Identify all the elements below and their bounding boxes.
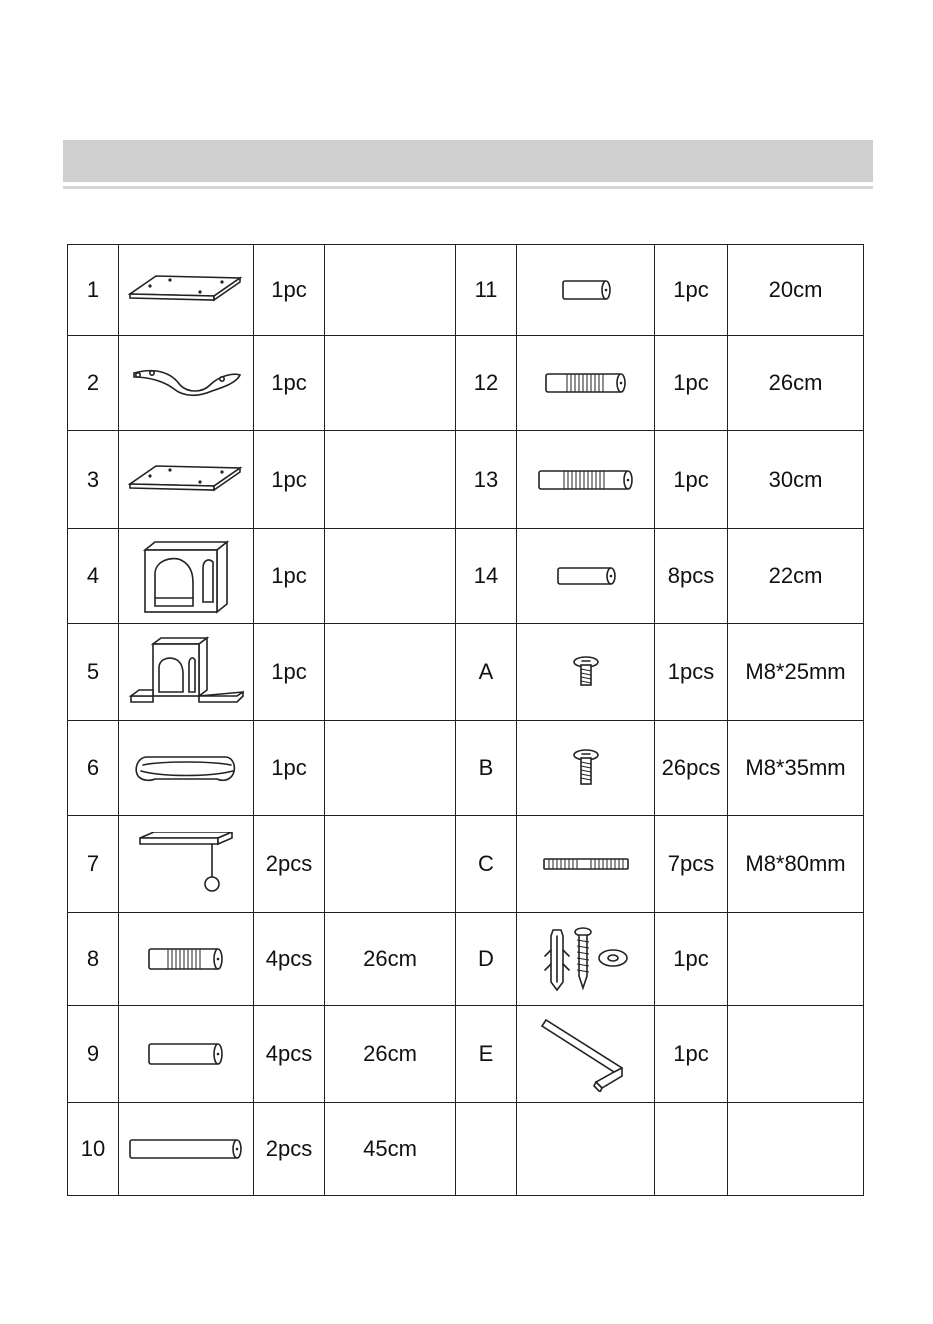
sisal-post-icon — [119, 913, 254, 1006]
part-quantity: 1pc — [254, 529, 325, 624]
part-number: A — [456, 624, 517, 721]
part-size: 26cm — [325, 913, 456, 1006]
short-bolt-icon — [517, 624, 655, 721]
part-number: 7 — [68, 816, 119, 913]
table-row — [68, 245, 864, 336]
part-size: 20cm — [728, 245, 864, 336]
part-number: 2 — [68, 336, 119, 431]
part-size — [728, 1103, 864, 1196]
part-quantity: 1pc — [254, 624, 325, 721]
part-number: 9 — [68, 1006, 119, 1103]
flat-board-icon — [119, 431, 254, 529]
long-post-icon — [119, 1103, 254, 1196]
parts-list-table — [67, 244, 864, 1196]
table-row — [68, 913, 864, 1006]
short-post-icon — [517, 245, 655, 336]
part-quantity: 1pc — [254, 431, 325, 529]
table-row — [68, 431, 864, 529]
part-size — [325, 721, 456, 816]
part-number: B — [456, 721, 517, 816]
allen-key-icon — [517, 1006, 655, 1103]
plain-post-icon — [517, 529, 655, 624]
part-number: 11 — [456, 245, 517, 336]
part-size — [325, 336, 456, 431]
part-number: D — [456, 913, 517, 1006]
part-quantity: 4pcs — [254, 913, 325, 1006]
table-row — [68, 1006, 864, 1103]
table-row — [68, 721, 864, 816]
part-number: 1 — [68, 245, 119, 336]
part-quantity: 8pcs — [655, 529, 728, 624]
table-row — [68, 816, 864, 913]
sisal-post-icon — [517, 336, 655, 431]
platform-with-toy-icon — [119, 816, 254, 913]
part-number: 13 — [456, 431, 517, 529]
part-size: 26cm — [325, 1006, 456, 1103]
part-size — [728, 1006, 864, 1103]
part-size: 26cm — [728, 336, 864, 431]
part-number: E — [456, 1006, 517, 1103]
padded-perch-icon — [119, 721, 254, 816]
bolt-icon — [517, 721, 655, 816]
part-size — [325, 624, 456, 721]
plain-post-icon — [119, 1006, 254, 1103]
part-size: M8*80mm — [728, 816, 864, 913]
part-number: 4 — [68, 529, 119, 624]
part-quantity: 1pc — [655, 336, 728, 431]
threaded-rod-icon — [517, 816, 655, 913]
part-number: 14 — [456, 529, 517, 624]
table-row — [68, 336, 864, 431]
flat-board-icon — [119, 245, 254, 336]
part-quantity: 7pcs — [655, 816, 728, 913]
condo-with-platform-icon — [119, 624, 254, 721]
part-quantity: 1pc — [655, 913, 728, 1006]
part-number: 6 — [68, 721, 119, 816]
part-size — [325, 431, 456, 529]
part-size — [325, 529, 456, 624]
part-quantity: 1pc — [254, 336, 325, 431]
section-header-bar — [63, 140, 873, 182]
part-size: 22cm — [728, 529, 864, 624]
part-number — [456, 1103, 517, 1196]
part-number: 10 — [68, 1103, 119, 1196]
part-quantity: 2pcs — [254, 1103, 325, 1196]
part-quantity — [655, 1103, 728, 1196]
part-size: M8*25mm — [728, 624, 864, 721]
part-size — [325, 245, 456, 336]
part-size: 30cm — [728, 431, 864, 529]
part-quantity: 1pc — [254, 721, 325, 816]
hammock-icon — [119, 336, 254, 431]
part-quantity: 2pcs — [254, 816, 325, 913]
sisal-post-icon — [517, 431, 655, 529]
part-size: 45cm — [325, 1103, 456, 1196]
empty-cell — [517, 1103, 655, 1196]
part-number: 5 — [68, 624, 119, 721]
part-quantity: 1pc — [655, 1006, 728, 1103]
table-row — [68, 1103, 864, 1196]
part-number: 3 — [68, 431, 119, 529]
part-size — [325, 816, 456, 913]
section-header-rule — [63, 186, 873, 189]
table-row — [68, 529, 864, 624]
part-number: C — [456, 816, 517, 913]
part-quantity: 1pcs — [655, 624, 728, 721]
part-number: 8 — [68, 913, 119, 1006]
part-quantity: 26pcs — [655, 721, 728, 816]
part-quantity: 1pc — [254, 245, 325, 336]
part-quantity: 1pc — [655, 245, 728, 336]
anchor-screw-washer-icon — [517, 913, 655, 1006]
condo-box-icon — [119, 529, 254, 624]
part-number: 12 — [456, 336, 517, 431]
part-size — [728, 913, 864, 1006]
table-row — [68, 624, 864, 721]
part-quantity: 1pc — [655, 431, 728, 529]
part-quantity: 4pcs — [254, 1006, 325, 1103]
part-size: M8*35mm — [728, 721, 864, 816]
